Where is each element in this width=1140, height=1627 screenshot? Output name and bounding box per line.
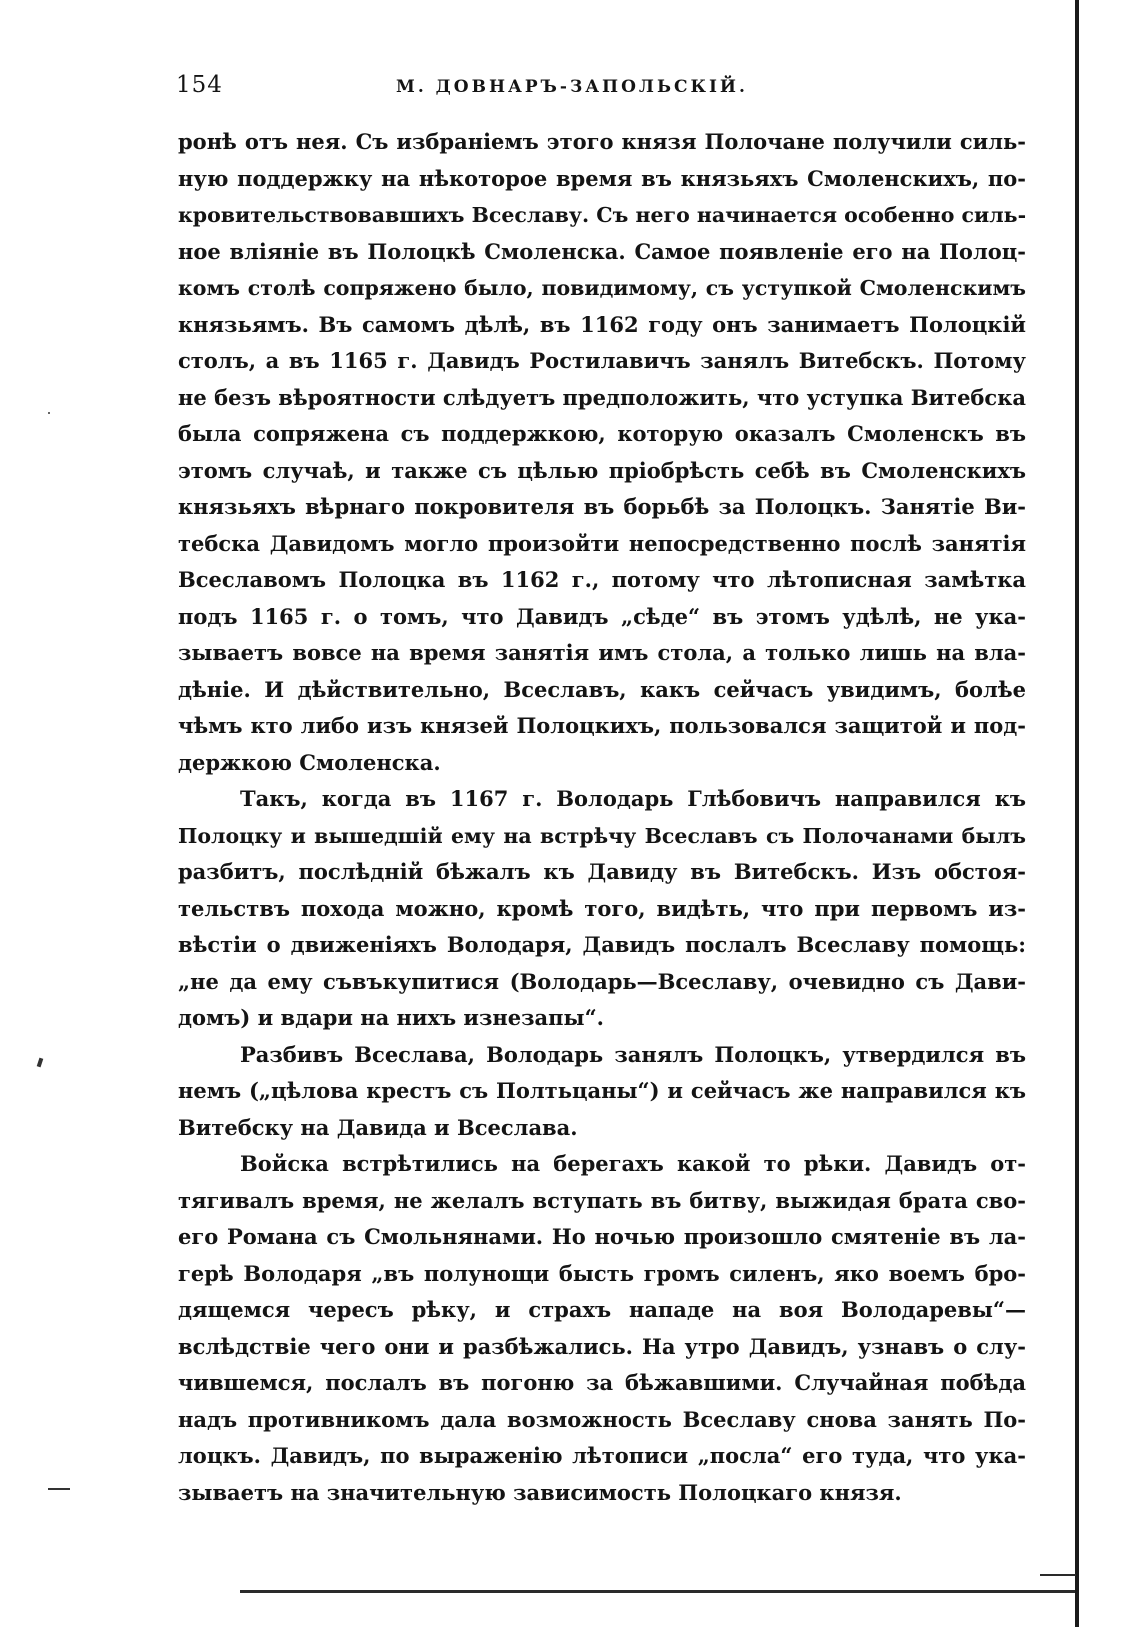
text-line: комъ столѣ сопряжено было, повидимому, съ уступкой Смоленскимъ [178,276,1026,300]
margin-dash [48,1488,70,1490]
text-line: немъ („цѣлова крестъ съ Полтьцаны“) и сейчасъ же направился къ [178,1078,1026,1103]
text-line: была сопряжена съ поддержкою, которую оказалъ Смоленскъ въ [178,421,1026,446]
text-line: Такъ, когда въ 1167 г. Володарь Глѣбовичъ направился къ [240,786,1026,811]
text-line: ронѣ отъ нея. Съ избраніемъ этого князя Полочане получили силь- [178,129,1026,154]
text-line: герѣ Володаря „въ полунощи бысть громъ силенъ, яко воемъ бро- [178,1260,1026,1286]
text-line: разбитъ, послѣдній бѣжалъ къ Давиду въ Витебскъ. Изъ обстоя- [178,859,1026,884]
text-line: столъ, а въ 1165 г. Давидъ Ростилавичъ занялъ Витебскъ. Потому [178,348,1026,373]
text-line: Полоцку и вышедшій ему на встрѣчу Всеславъ съ Полочанами былъ [178,823,1026,848]
text-line: Всеславомъ Полоцка въ 1162 г., потому что лѣтописная замѣтка [178,567,1026,592]
text-line: его Романа съ Смольнянами. Но ночью произошло смятеніе въ ла- [178,1224,1026,1249]
text-line: Войска встрѣтились на берегахъ какой то рѣки. Давидъ от- [240,1151,1026,1176]
text-line: тебска Давидомъ могло произойти непосредственно послѣ занятія [178,530,1026,556]
page-number: 154 [176,72,223,98]
text-line: князьяхъ вѣрнаго покровителя въ борьбѣ за Полоцкъ. Занятіе Ви- [178,494,1026,519]
text-body [178,124,1026,1511]
running-head: М. ДОВНАРЪ-ЗАПОЛЬСКІЙ. [396,77,748,97]
text-line: „не да ему съвъкупитися (Володарь—Всеславу, очевидно съ Дави- [178,968,1026,994]
text-line: чившемся, послалъ въ погоню за бѣжавшими. Случайная побѣда [178,1370,1026,1395]
text-line: вѣстіи о движеніяхъ Володаря, Давидъ послалъ Всеславу помощь: [178,932,1026,957]
text-line: дящемся чересъ рѣку, и страхъ нападе на воя Володаревы“— [178,1297,1026,1322]
text-line: вслѣдствіе чего они и разбѣжались. На утро Давидъ, узнавъ о слу- [178,1333,1026,1359]
text-line: тельствъ похода можно, кромѣ того, видѣть, что при первомъ из- [178,895,1026,921]
text-line: лоцкъ. Давидъ, по выраженію лѣтописи „посла“ его туда, что ука- [178,1443,1026,1468]
text-line: кровительствовавшихъ Всеславу. Съ него начинается особенно силь- [178,203,1026,227]
text-line: подъ 1165 г. о томъ, что Давидъ „сѣде“ въ этомъ удѣлѣ, не ука- [178,603,1026,629]
text-line: Витебску на Давида и Всеслава. [178,1114,578,1140]
text-line: тягивалъ время, не желалъ вступать въ битву, выжидая брата сво- [178,1187,1026,1213]
text-line: домъ) и вдари на нихъ изнезапы“. [178,1005,604,1030]
text-line: ную поддержку на нѣкоторое время въ князьяхъ Смоленскихъ, по- [178,165,1026,191]
bottom-rule [240,1590,1075,1593]
text-line: Разбивъ Всеслава, Володарь занялъ Полоцкъ, утвердился въ [240,1041,1026,1067]
page-header [176,68,1026,108]
text-line: не безъ вѣроятности слѣдуетъ предположить, что уступка Витебска [178,384,1026,410]
text-line: ное вліяніе въ Полоцкѣ Смоленска. Самое появленіе его на Полоц- [178,238,1026,264]
text-line: чѣмъ кто либо изъ князей Полоцкихъ, пользовался защитой и под- [178,713,1026,738]
bottom-rule-accent [1040,1574,1076,1576]
text-line: зываетъ на значительную зависимость Полоцкаго князя. [178,1479,902,1505]
text-line: надъ противникомъ дала возможность Всеславу снова занять По- [178,1406,1026,1432]
text-line: дѣніе. И дѣйствительно, Всеславъ, какъ сейчасъ увидимъ, болѣе [178,676,1026,702]
page-edge-rule [1075,0,1079,1627]
margin-dot [48,412,50,414]
text-line: зываетъ вовсе на время занятія имъ стола, а только лишь на вла- [178,640,1026,665]
text-line: князьямъ. Въ самомъ дѣлѣ, въ 1162 году онъ занимаетъ Полоцкій [178,311,1026,337]
margin-mark [37,1058,44,1068]
text-line: этомъ случаѣ, и также съ цѣлью пріобрѣсть себѣ въ Смоленскихъ [178,457,1026,483]
text-line: держкою Смоленска. [178,749,441,775]
